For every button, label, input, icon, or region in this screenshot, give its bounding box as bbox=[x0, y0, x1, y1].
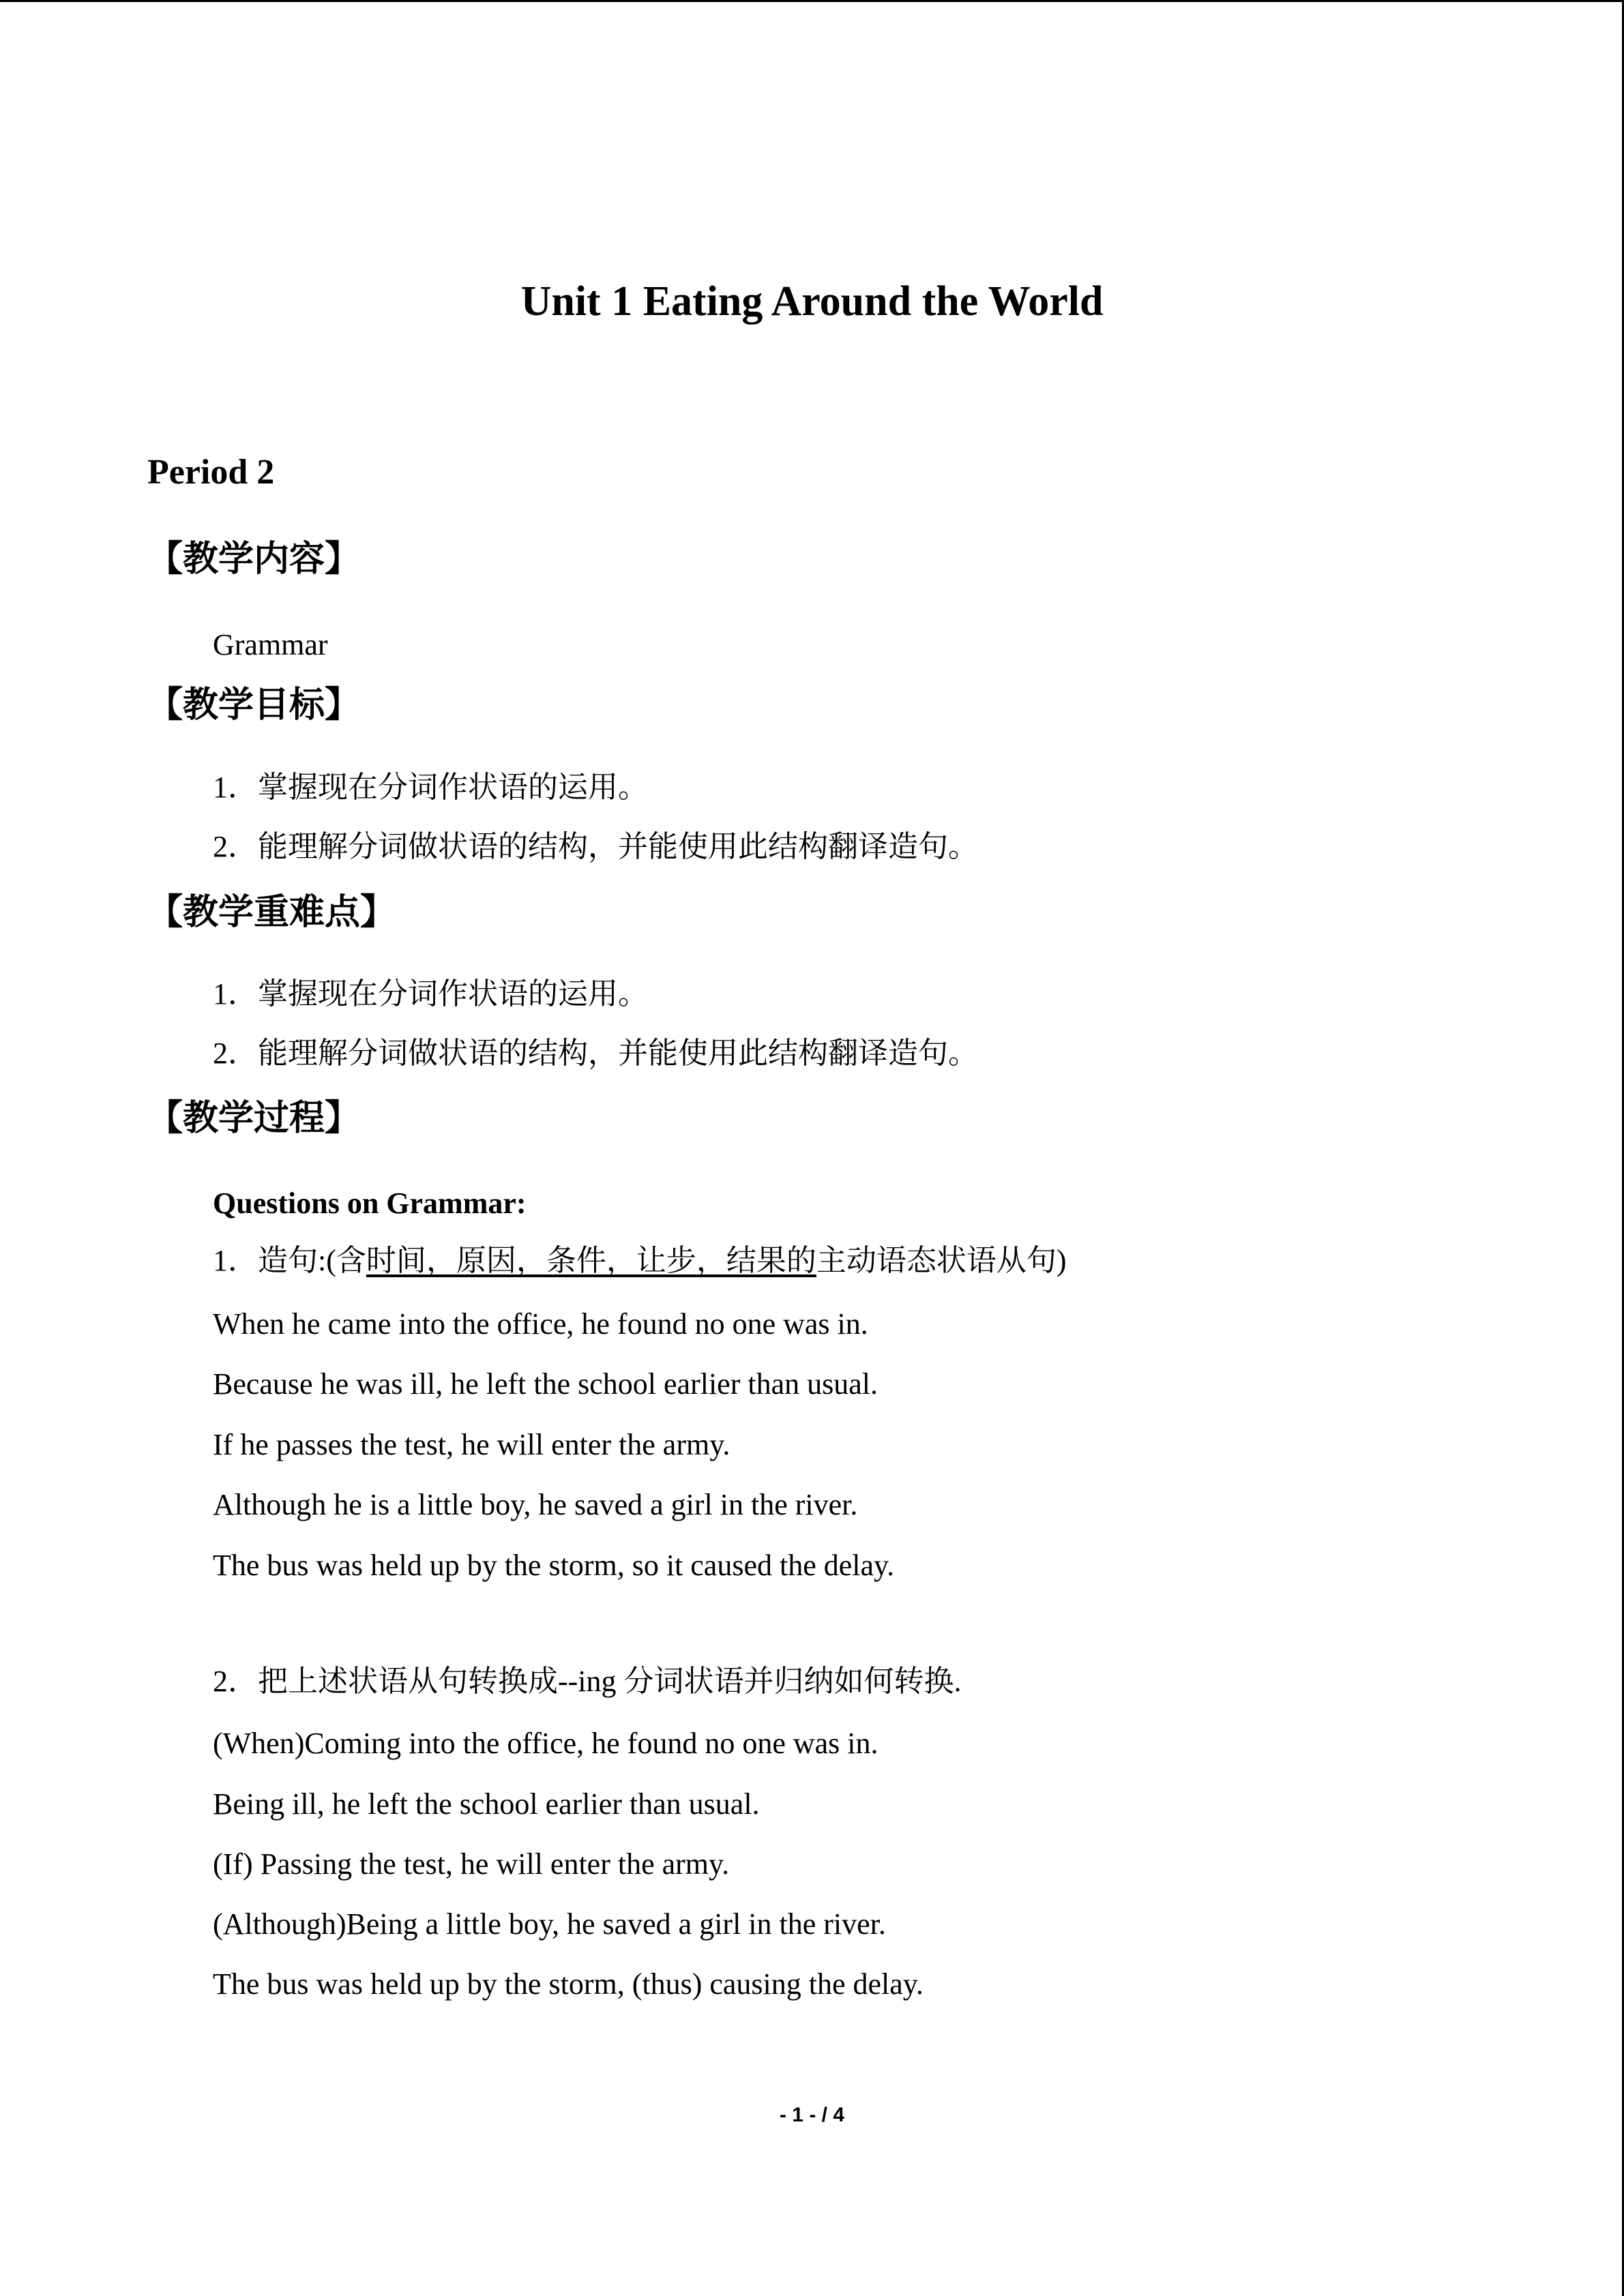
q1-sentence-1: When he came into the office, he found no one was in. bbox=[213, 1307, 868, 1341]
section-heading-content: 【教学内容】 bbox=[147, 539, 361, 580]
content-item-grammar: Grammar bbox=[213, 628, 328, 661]
q1-sentence-2: Because he was ill, he left the school earlier than usual. bbox=[213, 1367, 878, 1401]
period-heading: Period 2 bbox=[147, 453, 275, 492]
question-1-underlined: 时间，原因，条件，让步，结果的 bbox=[366, 1244, 816, 1277]
q1-sentence-4: Although he is a little boy, he saved a girl in the river. bbox=[213, 1488, 858, 1521]
questions-on-grammar-title: Questions on Grammar: bbox=[213, 1187, 527, 1220]
page-number: - 1 - / 4 bbox=[779, 2104, 845, 2126]
q2-sentence-3: (If) Passing the test, he will enter the army. bbox=[213, 1847, 730, 1881]
q2-sentence-2: Being ill, he left the school earlier than usual. bbox=[213, 1787, 760, 1821]
document-title: Unit 1 Eating Around the World bbox=[520, 278, 1104, 325]
q1-sentence-3: If he passes the test, he will enter the army. bbox=[213, 1428, 730, 1461]
objective-item-2: 2．能理解分词做状语的结构，并能使用此结构翻译造句。 bbox=[213, 830, 978, 863]
section-heading-process: 【教学过程】 bbox=[147, 1098, 361, 1139]
page-top-border bbox=[0, 0, 1624, 2]
q1-sentence-5: The bus was held up by the storm, so it caused the delay. bbox=[213, 1549, 895, 1582]
q2-sentence-4: (Although)Being a little boy, he saved a girl in the river. bbox=[213, 1907, 886, 1941]
question-1 bbox=[213, 1240, 1067, 1281]
key-point-item-2: 2．能理解分词做状语的结构，并能使用此结构翻译造句。 bbox=[213, 1037, 978, 1070]
question-2: 2．把上述状语从句转换成--ing 分词状语并归纳如何转换. bbox=[213, 1665, 962, 1698]
section-heading-key-points: 【教学重难点】 bbox=[147, 892, 396, 933]
section-heading-objectives: 【教学目标】 bbox=[147, 685, 361, 726]
q2-sentence-5: The bus was held up by the storm, (thus) causing the delay. bbox=[213, 1967, 924, 2001]
q2-sentence-1: (When)Coming into the office, he found no one was in. bbox=[213, 1727, 879, 1760]
question-1-prefix: 1．造句:(含 bbox=[213, 1244, 366, 1277]
objective-item-1: 1．掌握现在分词作状语的运用。 bbox=[213, 771, 648, 804]
key-point-item-1: 1．掌握现在分词作状语的运用。 bbox=[213, 977, 648, 1011]
question-1-suffix: 主动语态状语从句) bbox=[816, 1244, 1067, 1277]
